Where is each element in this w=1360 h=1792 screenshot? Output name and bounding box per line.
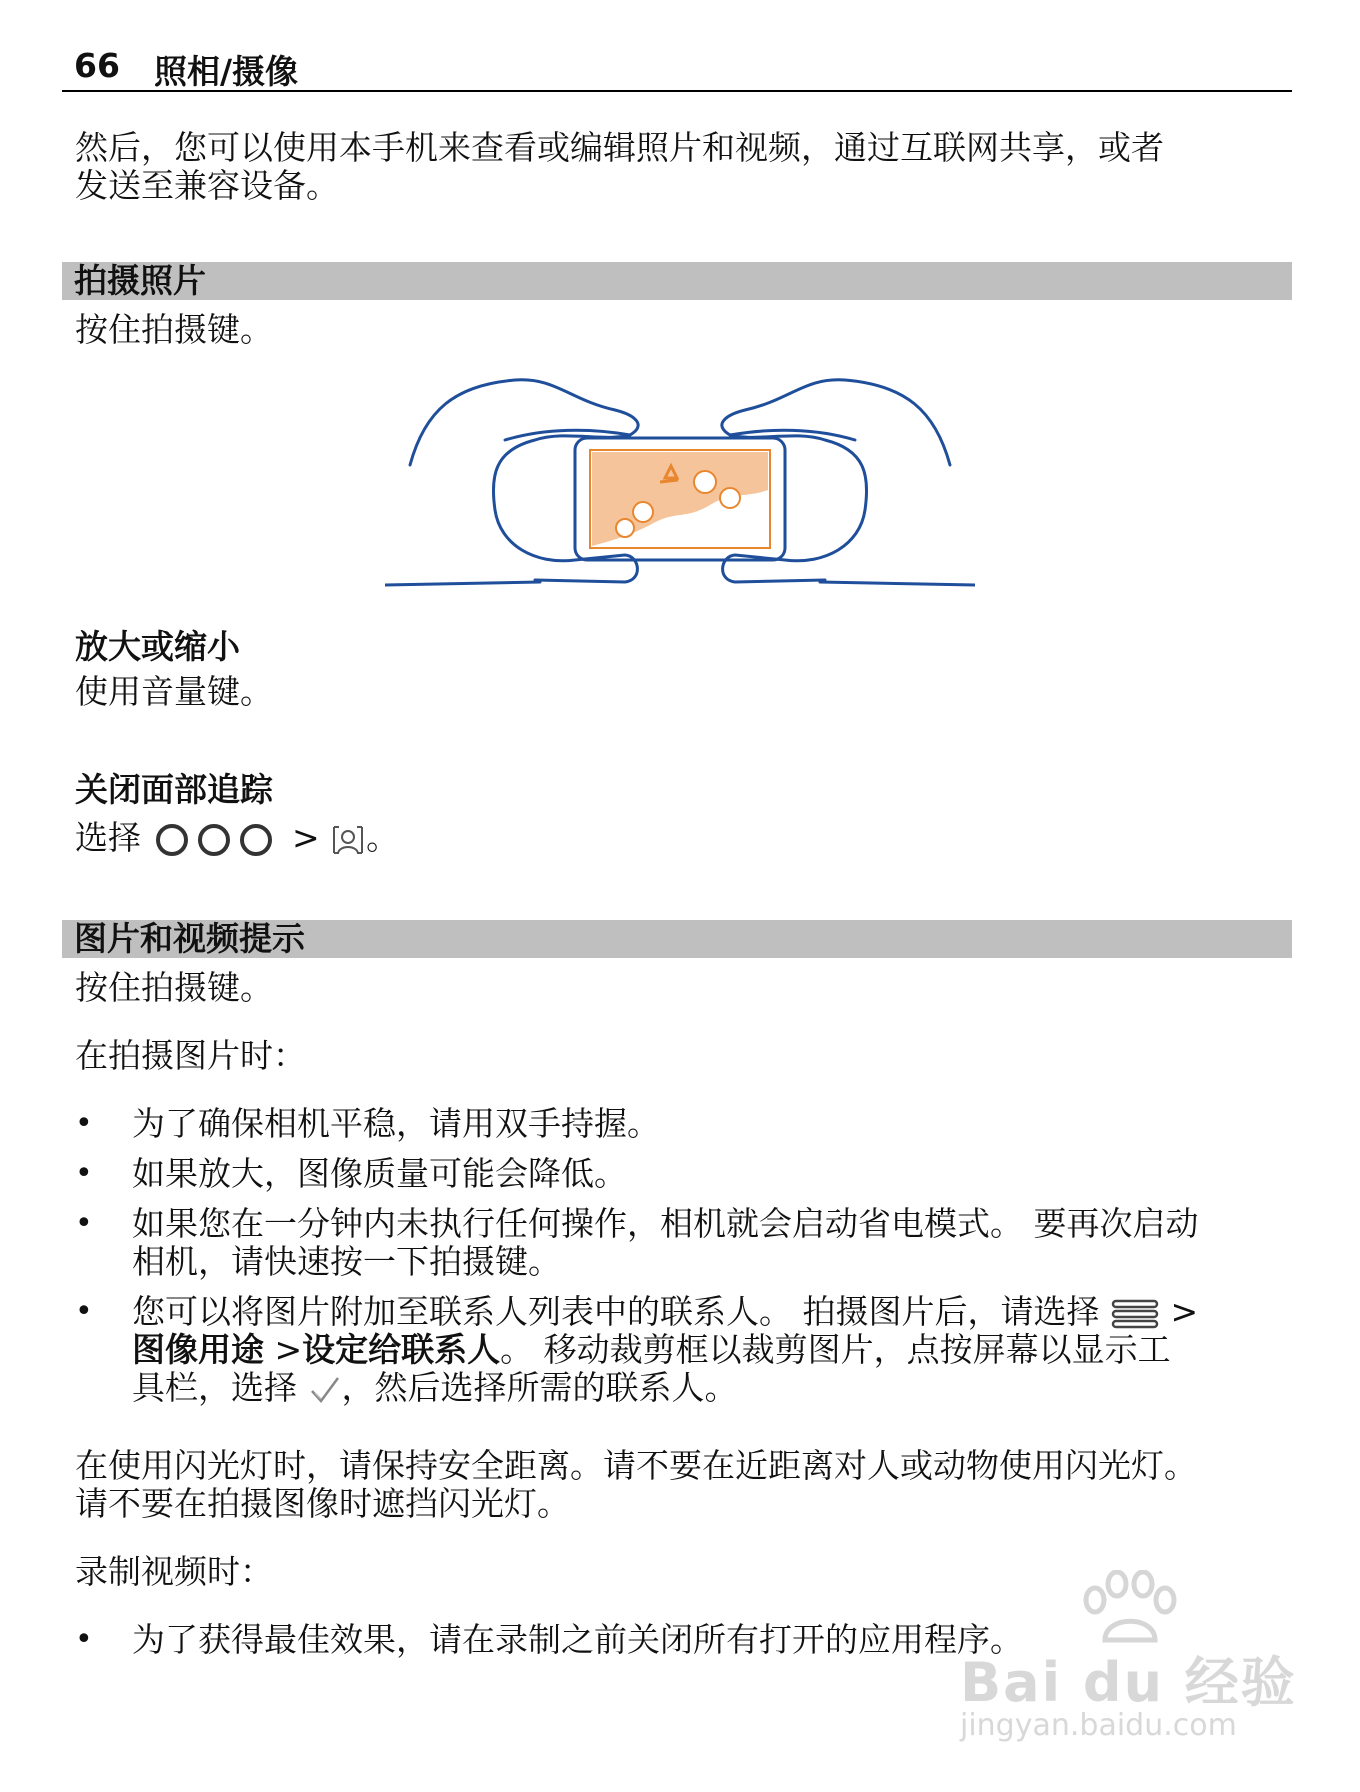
- bullet-4-line-2-rest: 。 移动裁剪框以裁剪图片，点按屏幕以显示工: [500, 1330, 1171, 1369]
- bullet-4-line-3: [132, 1368, 738, 1408]
- zoom-title: 放大或缩小: [75, 627, 240, 666]
- menu-icon: [1110, 1297, 1160, 1331]
- bullet-4-gt-2: >: [274, 1330, 303, 1369]
- when-taking-label: 在拍摄图片时：: [75, 1036, 306, 1075]
- page-header: [62, 42, 1292, 92]
- bullet-4-line-3-post: ，然后选择所需的联系人。: [341, 1368, 738, 1407]
- bullet-3-line-2: 相机，请快速按一下拍摄键。: [132, 1242, 561, 1281]
- watermark-brand: Bai du 经验: [960, 1651, 1297, 1714]
- when-recording-label: 录制视频时：: [75, 1552, 273, 1591]
- intro-line-1: 然后，您可以使用本手机来查看或编辑照片和视频，通过互联网共享，或者: [75, 128, 1164, 167]
- bullet-4-line-3-pre: 具栏，选择: [132, 1368, 297, 1407]
- section-bar-take-photo: [62, 262, 1292, 300]
- bullet-dot: •: [75, 1156, 93, 1191]
- bullet-4-line-2: [132, 1330, 1171, 1370]
- bullet-dot: •: [75, 1106, 93, 1141]
- face-tracking-title: 关闭面部追踪: [75, 770, 273, 809]
- bullet-2: 如果放大，图像质量可能会降低。: [132, 1154, 627, 1193]
- tips-title: 图片和视频提示: [74, 919, 305, 958]
- section-title: 照相/摄像: [154, 52, 299, 91]
- page-number: 66: [74, 46, 120, 85]
- flash-line-1: 在使用闪光灯时，请保持安全距离。请不要在近距离对人或动物使用闪光灯。: [75, 1446, 1197, 1485]
- checkmark-icon: [308, 1373, 342, 1407]
- flash-line-2: 请不要在拍摄图像时遮挡闪光灯。: [75, 1484, 570, 1523]
- section-bar-tips: [62, 920, 1292, 958]
- intro-line-2: 发送至兼容设备。: [75, 166, 339, 205]
- options-circles-icon: [152, 822, 282, 858]
- tips-instruction: 按住拍摄键。: [75, 968, 273, 1007]
- face-tracking-instruction: [75, 818, 399, 858]
- bullet-4-gt: >: [1170, 1292, 1199, 1331]
- select-label: 选择: [75, 818, 141, 857]
- bullet-4-text: 您可以将图片附加至联系人列表中的联系人。 拍摄图片后，请选择: [132, 1292, 1100, 1331]
- bullet-4-line-1: [132, 1292, 1198, 1332]
- face-tracking-gt: >: [292, 818, 320, 857]
- take-photo-title: 拍摄照片: [74, 261, 206, 300]
- menu-image-usage: 图像用途: [132, 1330, 264, 1369]
- paw-logo-icon: [1075, 1570, 1185, 1650]
- hands-holding-phone-illustration: [385, 370, 975, 595]
- face-tracking-icon: [330, 823, 366, 857]
- take-photo-instruction: 按住拍摄键。: [75, 310, 273, 349]
- face-tracking-end: 。: [366, 818, 400, 857]
- bullet-1: 为了确保相机平稳，请用双手持握。: [132, 1104, 660, 1143]
- bullet-5: 为了获得最佳效果，请在录制之前关闭所有打开的应用程序。: [132, 1620, 1023, 1659]
- watermark-url: jingyan.baidu.com: [960, 1708, 1237, 1743]
- menu-assign-to-contact: 设定给联系人: [302, 1330, 501, 1369]
- bullet-dot: •: [75, 1622, 93, 1657]
- bullet-dot: •: [75, 1294, 93, 1329]
- bullet-dot: •: [75, 1206, 93, 1241]
- bullet-3-line-1: 如果您在一分钟内未执行任何操作，相机就会启动省电模式。 要再次启动: [132, 1204, 1199, 1243]
- zoom-instruction: 使用音量键。: [75, 672, 273, 711]
